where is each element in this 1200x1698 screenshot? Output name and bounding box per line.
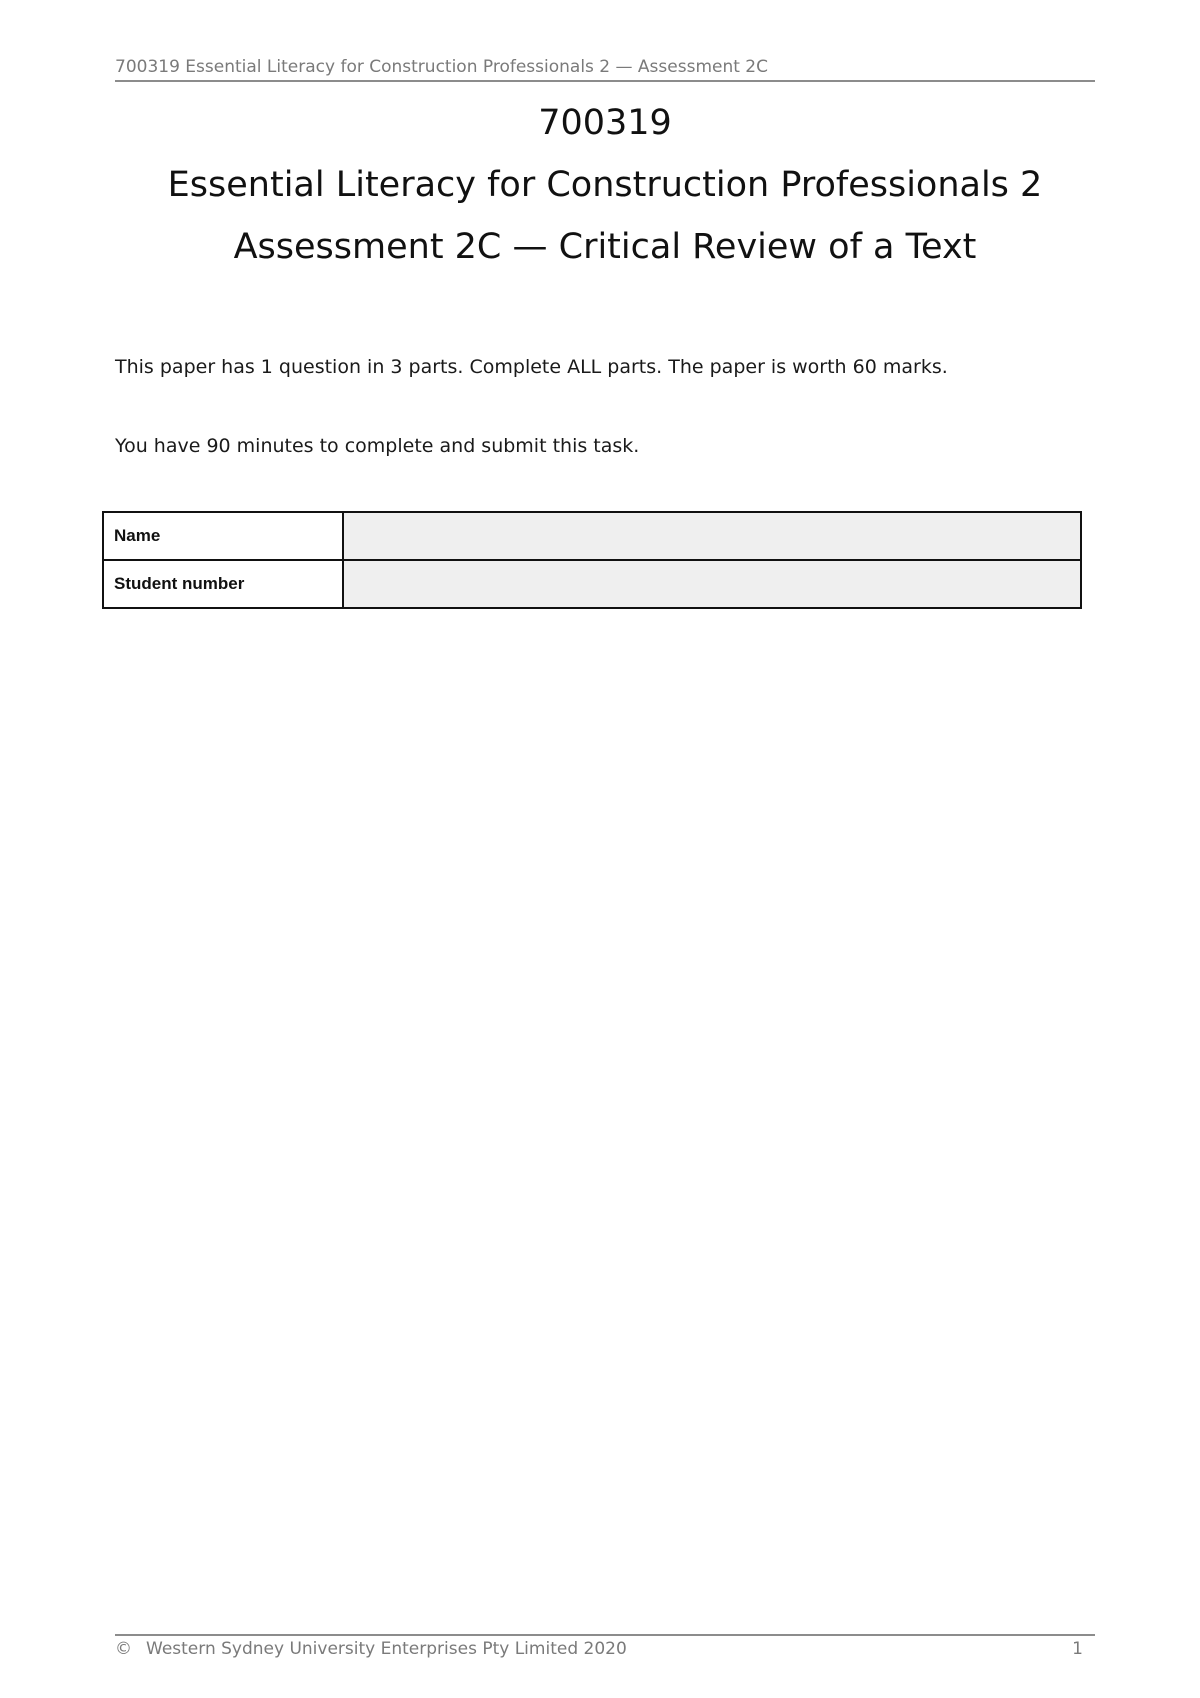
running-header (115, 56, 1095, 82)
name-row (103, 512, 1081, 560)
page-footer (115, 1634, 1095, 1660)
name-label: Name (103, 512, 343, 560)
name-field-cell[interactable] (343, 512, 1081, 560)
page-number: 1 (1072, 1639, 1083, 1659)
copyright-text: Western Sydney University Enterprises Pty Limited 2020 (146, 1639, 627, 1659)
student-number-row (103, 560, 1081, 608)
instructions-paper-info: This paper has 1 question in 3 parts. Complete ALL parts. The paper is worth 60 marks. (115, 356, 948, 378)
assessment-title: Assessment 2C — Critical Review of a Text (233, 227, 977, 267)
footer-copyright (115, 1638, 627, 1660)
unit-code: 700319 (538, 103, 672, 143)
student-info-table (102, 511, 1082, 609)
student-number-field-cell[interactable] (343, 560, 1081, 608)
student-number-label: Student number (103, 560, 343, 608)
title-block (115, 92, 1095, 278)
student-number-field[interactable] (344, 561, 1080, 607)
instructions-time-limit: You have 90 minutes to complete and submit this task. (115, 435, 640, 457)
name-field[interactable] (344, 513, 1080, 559)
running-header-text: 700319 Essential Literacy for Construction Professionals 2 — Assessment 2C (115, 57, 768, 77)
copyright-icon: © (115, 1639, 132, 1659)
unit-name: Essential Literacy for Construction Professionals 2 (167, 165, 1043, 205)
